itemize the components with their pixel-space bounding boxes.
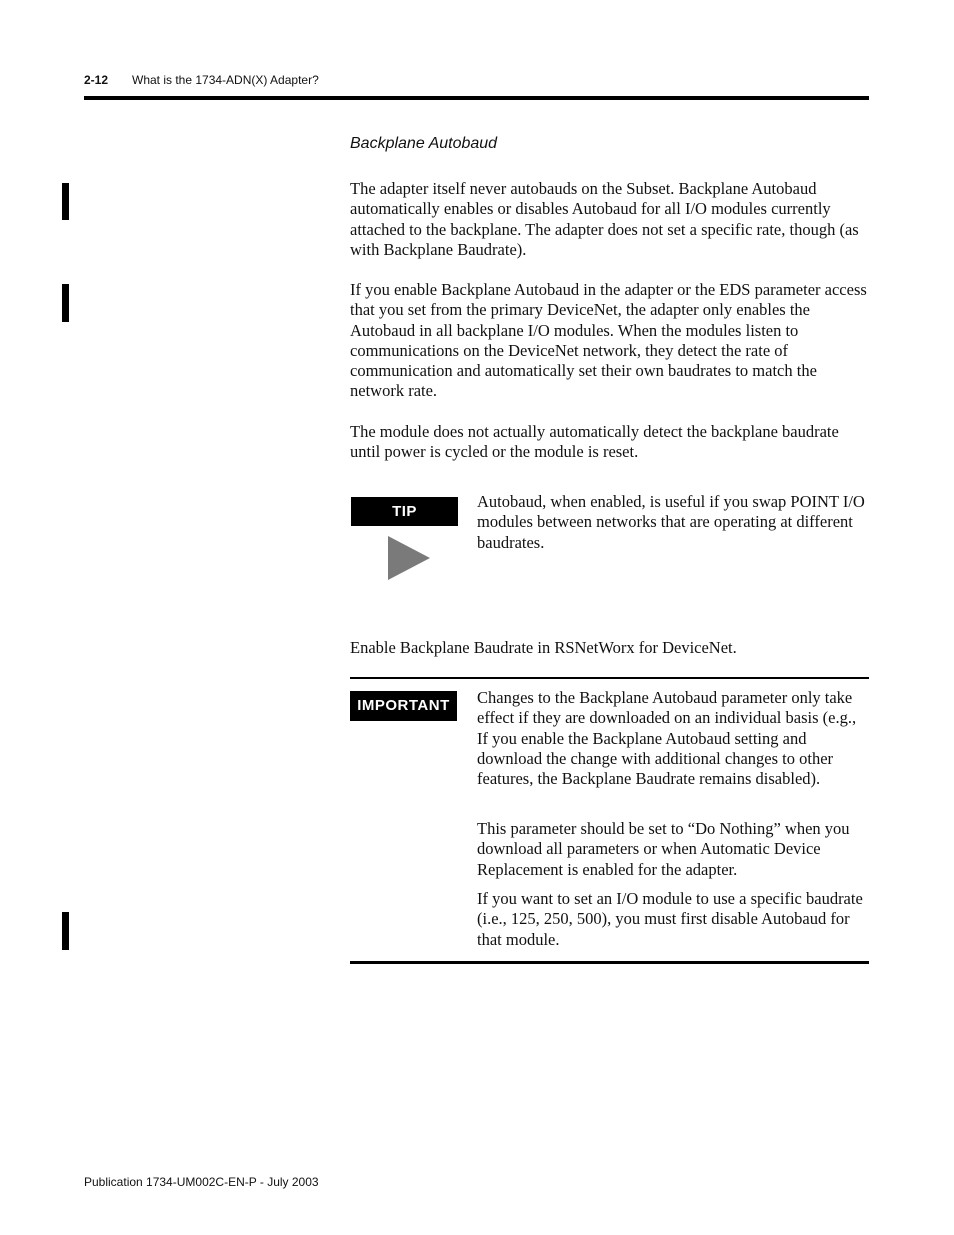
important-paragraph: This parameter should be set to “Do Nothing” when you download all parameters or when Automatic Device Replacement is enabled for the adapter. xyxy=(477,819,850,879)
important-top-rule xyxy=(350,677,869,679)
body-paragraph: If you enable Backplane Autobaud in the adapter or the EDS parameter access that you set from the primary DeviceNet, the adapter only enables the Autobaud in all backplane I/O modules. When the modules listen to communications on the DeviceNet network, they detect the rate of communication and automatically set their own baudrates to match the network rate. xyxy=(350,280,867,401)
publication-footer: Publication 1734-UM002C-EN-P - July 2003 xyxy=(84,1175,319,1189)
section-subheading: Backplane Autobaud xyxy=(350,135,498,152)
body-paragraph: The module does not actually automatically detect the backplane baudrate until power is cycled or the module is reset. xyxy=(350,422,839,462)
important-bottom-rule xyxy=(350,961,869,964)
change-bar xyxy=(62,284,69,322)
change-bar xyxy=(62,183,69,220)
change-bar xyxy=(62,912,69,950)
important-paragraph: If you want to set an I/O module to use a specific baudrate (i.e., 125, 250, 500), you must first disable Autobaud for that module. xyxy=(477,889,863,949)
important-paragraph: Changes to the Backplane Autobaud parameter only take effect if they are downloaded on an individual basis (e.g., If you enable the Backplane Autobaud setting and download the change with additional changes to other features, the Backplane Baudrate remains disabled). xyxy=(477,688,857,789)
header-rule xyxy=(84,96,869,100)
tip-text: Autobaud, when enabled, is useful if you swap POINT I/O modules between networks that are operating at different baudrates. xyxy=(477,492,865,552)
tip-label: TIP xyxy=(351,497,458,526)
chapter-title: What is the 1734-ADN(X) Adapter? xyxy=(132,73,319,87)
page-number: 2-12 xyxy=(84,73,109,87)
play-arrow-icon xyxy=(388,536,430,580)
important-label: IMPORTANT xyxy=(350,691,457,721)
body-paragraph: The adapter itself never autobauds on the Subset. Backplane Autobaud automatically enables or disables Autobaud for all I/O modules currently attached to the backplane. The adapter does not set a specific rate, though (as with Backplane Baudrate). xyxy=(350,179,859,259)
enable-instruction: Enable Backplane Baudrate in RSNetWorx for DeviceNet. xyxy=(350,638,737,657)
